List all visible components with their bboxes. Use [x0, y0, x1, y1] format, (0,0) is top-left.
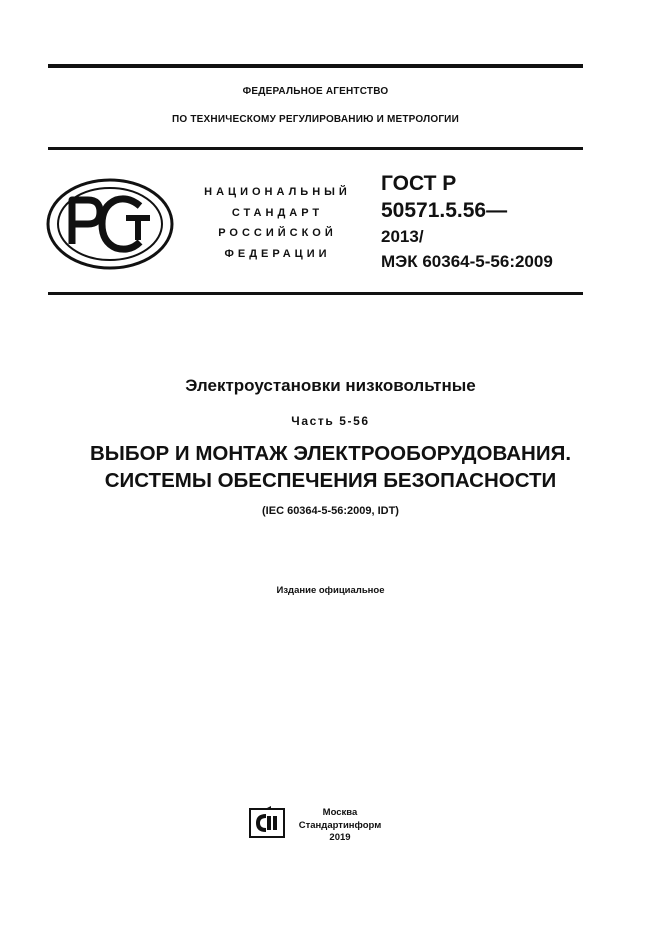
publisher-block	[280, 807, 400, 845]
rst-certification-mark-icon	[44, 176, 176, 272]
national-standard-line-3: РОССИЙСКОЙ	[218, 227, 337, 239]
agency-line-1: ФЕДЕРАЛЬНОЕ АГЕНТСТВО	[242, 86, 389, 97]
main-title-line-1: ВЫБОР И МОНТАЖ ЭЛЕКТРООБОРУДОВАНИЯ.	[89, 442, 572, 465]
document-main-title	[0, 440, 661, 494]
header-rule	[48, 147, 583, 150]
iec-reference: (IEC 60364-5-56:2009, IDT)	[262, 505, 399, 517]
publisher-year: 2019	[329, 832, 351, 843]
national-standard-line-1: НАЦИОНАЛЬНЫЙ	[204, 186, 351, 198]
publisher-city: Москва	[322, 807, 358, 818]
top-rule	[48, 64, 583, 68]
document-subtitle: Электроустановки низковольтные	[185, 376, 476, 395]
national-standard-line-4: ФЕДЕРАЦИИ	[224, 247, 331, 260]
document-part: Часть 5-56	[291, 414, 370, 428]
national-standard-line-2: СТАНДАРТ	[231, 206, 324, 219]
edition-note: Издание официальное	[276, 585, 385, 596]
designation-line-4: МЭК 60364-5-56:2009	[381, 252, 553, 271]
agency-line-2: ПО ТЕХНИЧЕСКОМУ РЕГУЛИРОВАНИЮ И МЕТРОЛОГИИ	[172, 114, 459, 125]
main-title-line-2: СИСТЕМЫ ОБЕСПЕЧЕНИЯ БЕЗОПАСНОСТИ	[104, 469, 557, 492]
designation-line-2: 50571.5.56—	[381, 199, 508, 222]
designation-line-3: 2013/	[381, 227, 424, 246]
standard-designation	[381, 170, 553, 274]
national-standard-block	[190, 182, 365, 264]
designation-rule	[48, 292, 583, 295]
designation-line-1: ГОСТ Р	[381, 172, 457, 195]
publisher-name: Стандартинформ	[298, 819, 382, 831]
